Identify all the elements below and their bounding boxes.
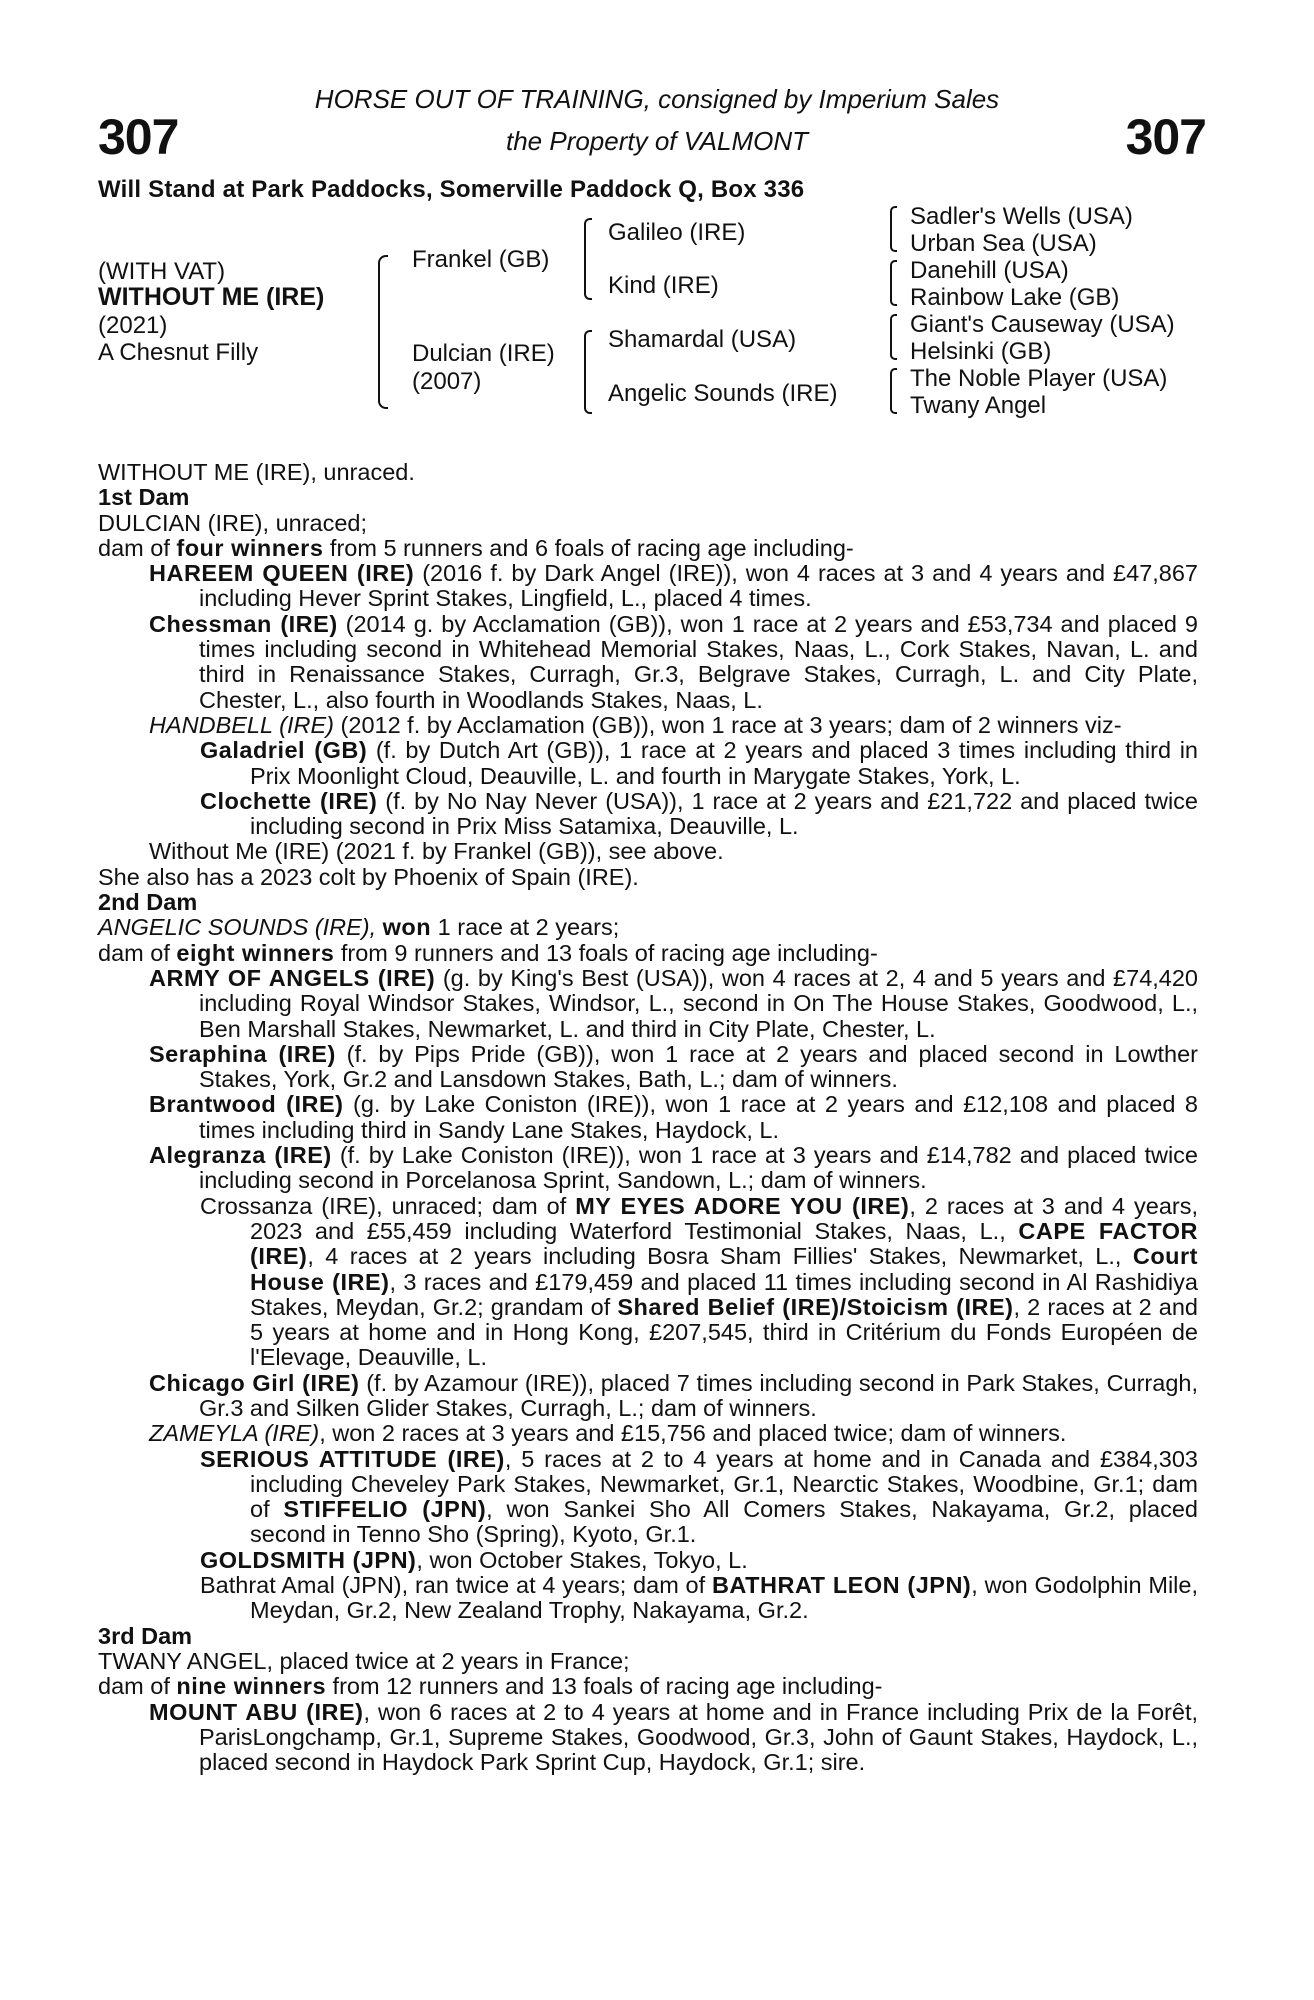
- second-dam-line1: ANGELIC SOUNDS (IRE), won 1 race at 2 years;: [98, 914, 620, 941]
- third-dam-line2: dam of nine winners from 12 runners and 13 foals of racing age including-: [98, 1673, 883, 1700]
- pedigree-brace-g3: [890, 314, 897, 360]
- vat-note: (WITH VAT): [98, 258, 226, 285]
- produce-entry: Alegranza (IRE) (f. by Lake Coniston (IRE)), won 1 race at 3 years and £14,782 and placed twice including second in Porcelanosa Sprint, Sandown, L.; dam of winners.: [149, 1142, 1198, 1194]
- produce-entry: HANDBELL (IRE) (2012 f. by Acclamation (GB)), won 1 race at 3 years; dam of 2 winners viz-: [149, 711, 1122, 738]
- first-dam-line1: DULCIAN (IRE), unraced;: [98, 509, 368, 536]
- horse-description: A Chesnut Filly: [98, 339, 259, 366]
- produce-entry: Clochette (IRE) (f. by No Nay Never (USA)), 1 race at 2 years and £21,722 and placed twice including second in Prix Miss Satamixa, Deauville, L.: [200, 787, 1198, 840]
- pedigree-brace-main: [378, 255, 388, 409]
- lot-number-right: 307: [1125, 109, 1206, 165]
- dam: Dulcian (IRE): [412, 340, 555, 367]
- dam-dam: Angelic Sounds (IRE): [608, 380, 838, 407]
- second-dam-line2: dam of eight winners from 9 runners and 13 foals of racing age including-: [98, 939, 878, 966]
- great-grandparent-1: Sadler's Wells (USA): [910, 203, 1133, 230]
- third-dam-heading: 3rd Dam: [98, 1622, 193, 1649]
- sire: Frankel (GB): [412, 246, 550, 273]
- produce-entry: MOUNT ABU (IRE), won 6 races at 2 to 4 years at home and in France including Prix de la Forêt, ParisLongchamp, Gr.1, Supreme Stakes, Goodwood, Gr.3, John of Gaunt Stakes, Haydock, L., placed second in Haydock Park Sprint Cup, Haydock, Gr.1; sire.: [149, 1698, 1199, 1776]
- third-dam-line1: TWANY ANGEL, placed twice at 2 years in France;: [98, 1647, 630, 1674]
- pedigree-brace-dam: [584, 330, 592, 414]
- first-dam-line2: dam of four winners from 5 runners and 6 foals of racing age including-: [98, 534, 854, 561]
- horse-year: (2021): [98, 312, 168, 339]
- great-grandparent-3: Danehill (USA): [910, 257, 1069, 284]
- property-line: the Property of VALMONT: [505, 126, 808, 156]
- produce-entry: Seraphina (IRE) (f. by Pips Pride (GB)), won 1 race at 2 years and placed second in Lowther Stakes, York, Gr.2 and Lansdown Stakes, Bath, L.; dam of winners.: [149, 1040, 1198, 1093]
- second-dam-heading: 2nd Dam: [98, 889, 198, 916]
- produce-entry: SERIOUS ATTITUDE (IRE), 5 races at 2 to 4 years at home and in Canada and £384,303 including Cheveley Park Stakes, Newmarket, Gr.1, Nearctic Stakes, Woodbine, Gr.1; dam of STIFFELIO (JPN), won Sankei Sho All Comers Stakes, Nakayama, Gr.2, placed second in Tenno Sho (Spring), Kyoto, Gr.1.: [200, 1445, 1199, 1548]
- pedigree-brace-g4: [890, 368, 897, 414]
- produce-entry: Bathrat Amal (JPN), ran twice at 4 years; dam of BATHRAT LEON (JPN), won Godolphin Mile, Meydan, Gr.2, New Zealand Trophy, Nakayama, Gr.2.: [200, 1572, 1199, 1624]
- produce-entry: ZAMEYLA (IRE), won 2 races at 3 years and £15,756 and placed twice; dam of winners.: [149, 1420, 1067, 1447]
- sire-sire: Galileo (IRE): [608, 219, 746, 246]
- produce-entry: GOLDSMITH (JPN), won October Stakes, Tokyo, L.: [200, 1546, 748, 1573]
- produce-entry: Chicago Girl (IRE) (f. by Azamour (IRE)), placed 7 times including second in Park Stakes, Curragh, Gr.3 and Silken Glider Stakes, Curragh, L.; dam of winners.: [149, 1369, 1198, 1421]
- intro-line: WITHOUT ME (IRE), unraced.: [98, 459, 415, 485]
- produce-entry: Galadriel (GB) (f. by Dutch Art (GB)), 1 race at 2 years and placed 3 times including third in Prix Moonlight Cloud, Deauville, L. and fourth in Marygate Stakes, York, L.: [200, 737, 1198, 789]
- pedigree-brace-g1: [890, 206, 897, 252]
- catalogue-body: [98, 460, 1198, 1775]
- pedigree-brace-sire: [584, 218, 592, 300]
- great-grandparent-5: Giant's Causeway (USA): [910, 311, 1175, 338]
- produce-entry: HAREEM QUEEN (IRE) (2016 f. by Dark Angel (IRE)), won 4 races at 3 and 4 years and £47,867 including Hever Sprint Stakes, Lingfield, L., placed 4 times.: [149, 560, 1198, 612]
- lot-number-left: 307: [98, 109, 179, 165]
- great-grandparent-6: Helsinki (GB): [910, 338, 1052, 365]
- dam-sire: Shamardal (USA): [608, 326, 797, 353]
- sire-dam: Kind (IRE): [608, 272, 719, 299]
- great-grandparent-2: Urban Sea (USA): [910, 230, 1097, 257]
- dam-year: (2007): [412, 368, 482, 395]
- great-grandparent-4: Rainbow Lake (GB): [910, 284, 1120, 311]
- produce-entry: Crossanza (IRE), unraced; dam of MY EYES ADORE YOU (IRE), 2 races at 3 and 4 years, 2023 and £55,459 including Waterford Testimonial Stakes, Naas, L., CAPE FACTOR (IRE), 4 races at 2 years including Bosra Sham Fillies' Stakes, Newmarket, L., Court House (IRE), 3 races and £179,459 and placed 11 times including second in Al Rashidiya Stakes, Meydan, Gr.2; grandam of Shared Belief (IRE)/Stoicism (IRE), 2 races at 2 and 5 years at home and in Hong Kong, £207,545, third in Critérium du Fonds Européen de l'Elevage, Deauville, L.: [200, 1192, 1199, 1371]
- first-dam-heading: 1st Dam: [98, 484, 190, 511]
- consignment-line: HORSE OUT OF TRAINING, consigned by Imperium Sales: [314, 84, 1000, 114]
- great-grandparent-8: Twany Angel: [910, 392, 1047, 419]
- produce-entry: ARMY OF ANGELS (IRE) (g. by King's Best (USA)), won 4 races at 2, 4 and 5 years and £74,420 including Royal Windsor Stakes, Windsor, L., second in On The House Stakes, Goodwood, L., Ben Marshall Stakes, Newmarket, L. and third in City Plate, Chester, L.: [149, 964, 1198, 1042]
- pedigree-brace-g2: [890, 260, 897, 306]
- produce-entry: Brantwood (IRE) (g. by Lake Coniston (IRE)), won 1 race at 2 years and £12,108 and placed 8 times including third in Sandy Lane Stakes, Haydock, L.: [149, 1091, 1198, 1143]
- produce-entry: Without Me (IRE) (2021 f. by Frankel (GB)), see above.: [149, 838, 724, 865]
- great-grandparent-7: The Noble Player (USA): [910, 365, 1168, 392]
- produce-entry: Chessman (IRE) (2014 g. by Acclamation (GB)), won 1 race at 2 years and £53,734 and placed 9 times including second in Whitehead Memorial Stakes, Naas, L., Cork Stakes, Navan, L. and third in Renaissance Stakes, Curragh, Gr.3, Belgrave Stakes, Curragh, L. and City Plate, Chester, L., also fourth in Woodlands Stakes, Naas, L.: [149, 610, 1198, 713]
- horse-name: WITHOUT ME (IRE): [98, 283, 325, 311]
- produce-note: She also has a 2023 colt by Phoenix of Spain (IRE).: [98, 863, 639, 890]
- stand-location: Will Stand at Park Paddocks, Somerville Paddock Q, Box 336: [98, 176, 805, 203]
